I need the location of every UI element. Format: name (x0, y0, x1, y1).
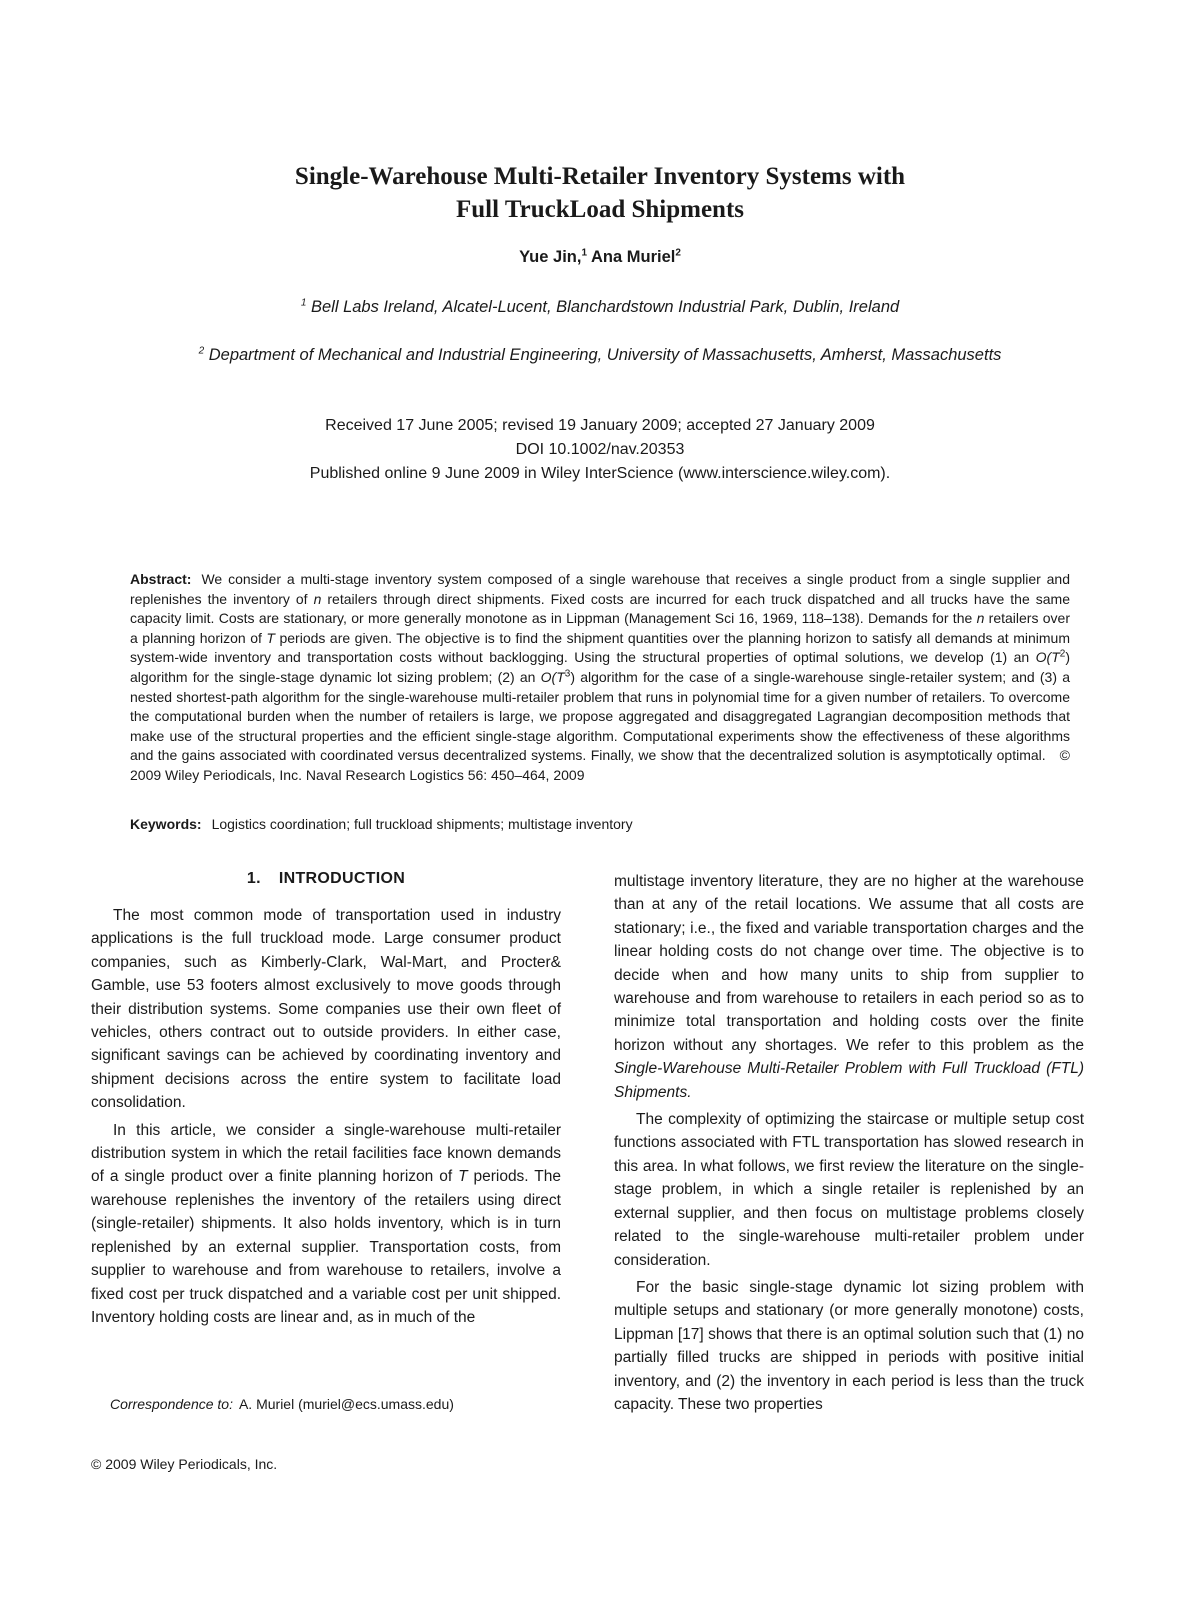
keywords (130, 814, 1070, 834)
math-complexity: O(T (1035, 649, 1060, 666)
doi: DOI 10.1002/nav.20353 (515, 441, 685, 458)
abstract-text: retailers over a planning horizon of (130, 610, 1071, 646)
math-n: n (313, 590, 322, 607)
abstract-copyright: © 2009 Wiley Periodicals, Inc. Naval Research Logistics 56: 450–464, 2009 (130, 747, 1070, 783)
received-dates: Received 17 June 2005; revised 19 January 2009; accepted 27 January 2009 (325, 417, 875, 434)
author-1-mark: 1 (581, 247, 587, 259)
paragraph: The most common mode of transportation used in industry applications is the full truckload mode. Large consumer product companies, such as Kimberly-Clark, Wal-Mart, and Procter& Gamble, use 53 footers almost exclusively to move goods through their distribution systems. Some companies use their own fleet of vehicles, others contract out to outside providers. In either case, significant savings can be achieved by coordinating inventory and shipment decisions across the entire system to facilitate load consolidation. (91, 907, 561, 1112)
abstract-text: ) algorithm for the case of a single-warehouse single-retailer system; and (3) a nested shortest-path algorithm for the single-warehouse multi-retailer problem that runs in polynomial time for a given number of retailers. To overcome the computational burden when the number of retailers is large, we propose aggregated and disaggregated Lagrangian decomposition methods that make use of the structural properties and the efficient single-stage algorithm. Computational experiments show the effectiveness of these algorithms and the gains associated with coordinated versus decentralized systems. Finally, we show that the decentralized solution is asymptotically optimal. (130, 668, 1070, 764)
math-exponent: 2 (1059, 648, 1066, 660)
affiliation-2-text: Department of Mechanical and Industrial Engineering, University of Massachusetts, Amherst, Massachusetts (208, 346, 1002, 364)
paper-title (0, 160, 1200, 226)
abstract-label: Abstract: (130, 571, 192, 587)
affiliation-1-text: Bell Labs Ireland, Alcatel-Lucent, Blanchardstown Industrial Park, Dublin, Ireland (310, 298, 900, 316)
right-column (614, 870, 1084, 1420)
abstract-text: periods are given. The objective is to find the shipment quantities over the planning horizon to satisfy all demands at minimum system-wide inventory and transportation costs without backlogging. Using the structural properties of optimal solutions, we develop (1) an (130, 629, 1070, 666)
affiliation-2-mark: 2 (198, 345, 205, 357)
section-number: 1. (246, 870, 261, 887)
author-1: Yue Jin, (519, 248, 582, 266)
title-line-1: Single-Warehouse Multi-Retailer Inventory Systems with (294, 163, 906, 190)
paragraph-text: multistage inventory literature, they are no higher at the warehouse than at any of the retail locations. We assume that all costs are stationary; i.e., the fixed and variable transportation charges and the linear holding costs do not change over time. The objective is to decide when and how many units to ship from supplier to warehouse and from warehouse to retailers in each period so as to minimize total transportation and holding costs over the finite horizon without any shortages. We refer to this problem as the (614, 873, 1084, 1054)
keywords-label: Keywords: (130, 816, 202, 832)
problem-name: Single-Warehouse Multi-Retailer Problem with Full Truckload (FTL) Shipments. (614, 1060, 1084, 1101)
paragraph (614, 870, 1084, 1104)
author-2: Ana Muriel (590, 248, 676, 266)
section-heading (91, 868, 561, 890)
paragraph: The complexity of optimizing the staircase or multiple setup cost functions associated with FTL transportation has slowed research in this area. In what follows, we first review the literature on the single-stage problem, in which a single retailer is replenished by an external supplier, and then focus on multistage problems closely related to the single-warehouse multi-retailer problem under consideration. (614, 1111, 1084, 1269)
affiliation-1 (0, 296, 1200, 318)
abstract-text: We consider a multi-stage inventory system composed of a single warehouse that receives a single product from a single supplier and replenishes the inventory of (130, 571, 1070, 607)
paragraph: For the basic single-stage dynamic lot sizing problem with multiple setups and stationary (or more generally monotone) costs, Lippman [17] shows that there is an optimal solution such that (1) no partially filled trucks are shipped in periods with positive initial inventory, and (2) the inventory in each period is less than the truck capacity. These two properties (614, 1278, 1084, 1413)
affiliation-1-mark: 1 (300, 297, 307, 309)
math-n: n (976, 610, 985, 627)
math-t: T (458, 1168, 468, 1186)
correspondence-label: Correspondence to: (110, 1396, 233, 1412)
correspondence-text: A. Muriel (muriel@ecs.umass.edu) (238, 1396, 454, 1412)
author-list (0, 246, 1200, 268)
published-online: Published online 9 June 2009 in Wiley InterScience (www.interscience.wiley.com). (309, 465, 891, 482)
math-exponent: 3 (564, 668, 571, 680)
keywords-text: Logistics coordination; full truckload shipments; multistage inventory (211, 816, 633, 832)
publication-history (0, 414, 1200, 486)
abstract (130, 570, 1070, 786)
left-column (91, 868, 561, 1333)
correspondence (110, 1394, 580, 1414)
abstract-text: retailers through direct shipments. Fixed costs are incurred for each truck dispatched and all trucks have the same capacity limit. Costs are stationary, or more generally monotone as in Lippman (Management Sci 16, 1969, 118–138). Demands for the (130, 590, 1071, 627)
section-title: INTRODUCTION (278, 870, 406, 887)
author-2-mark: 2 (675, 247, 681, 259)
title-line-2: Full TruckLoad Shipments (455, 196, 745, 223)
affiliation-2 (0, 344, 1200, 366)
abstract-text: ) algorithm for the single-stage dynamic lot sizing problem; (2) an (130, 649, 1070, 685)
math-complexity: O(T (540, 668, 565, 685)
paragraph-text: In this article, we consider a single-warehouse multi-retailer distribution system in which the retail facilities face known demands of a single product over a finite planning horizon of (91, 1121, 561, 1186)
footer-copyright: © 2009 Wiley Periodicals, Inc. (91, 1456, 278, 1472)
math-t: T (266, 629, 275, 646)
paragraph-text: periods. The warehouse replenishes the inventory of the retailers using direct (single-retailer) shipments. It also holds inventory, which is in turn replenished by an external supplier. Transportation costs, from supplier to warehouse and from warehouse to retailers, involve a fixed cost per truck dispatched and a variable cost per unit shipped. Inventory holding costs are linear and, as in much of the (91, 1168, 561, 1326)
paragraph (91, 1119, 561, 1330)
